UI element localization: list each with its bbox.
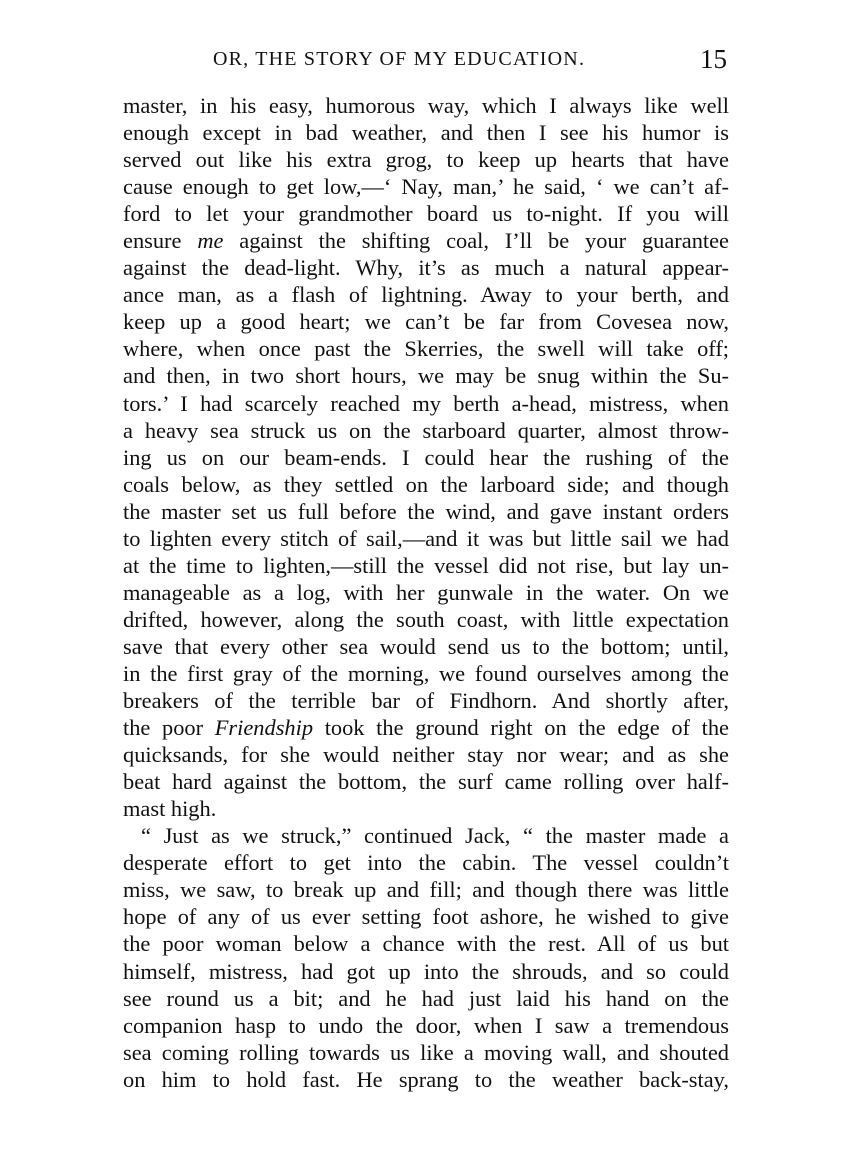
text-line: ing us on our beam-ends. I could hear the rushing of the bbox=[123, 444, 729, 470]
text-line: sea coming rolling towards us like a moving wall, and shouted bbox=[123, 1039, 729, 1065]
text-line: against the dead-light. Why, it’s as much a natural appear- bbox=[123, 255, 729, 281]
text-line: the master set us full before the wind, and gave instant orders bbox=[123, 498, 729, 524]
text-line: and then, in two short hours, we may be snug within the Su- bbox=[123, 363, 729, 389]
text-line: companion hasp to undo the door, when I saw a tremendous bbox=[123, 1012, 729, 1038]
text-line: save that every other sea would send us to the bottom; until, bbox=[123, 633, 729, 659]
page-number: 15 bbox=[700, 44, 727, 74]
text-line: see round us a bit; and he had just laid his hand on the bbox=[123, 985, 729, 1011]
text-line: where, when once past the Skerries, the swell will take off; bbox=[123, 336, 729, 362]
text-line: served out like his extra grog, to keep up hearts that have bbox=[123, 147, 729, 173]
text-line: miss, we saw, to break up and fill; and though there was little bbox=[123, 877, 729, 903]
text-line: enough except in bad weather, and then I see his humor is bbox=[123, 120, 729, 146]
text-line: desperate effort to get into the cabin. The vessel couldn’t bbox=[123, 850, 729, 876]
text-line: ance man, as a flash of lightning. Away to your berth, and bbox=[123, 282, 729, 308]
text-line: “ Just as we struck,” continued Jack, “ the master made a bbox=[141, 823, 729, 849]
text-line: in the first gray of the morning, we found ourselves among the bbox=[123, 660, 729, 686]
text-line: master, in his easy, humorous way, which I always like well bbox=[123, 93, 729, 118]
text-line: tors.’ I had scarcely reached my berth a-head, mistress, when bbox=[123, 390, 729, 416]
text-line: the poor Friendship took the ground right on the edge of the bbox=[123, 715, 729, 741]
text-line: manageable as a log, with her gunwale in the water. On we bbox=[123, 579, 729, 605]
text-line: beat hard against the bottom, the surf came rolling over half- bbox=[123, 769, 729, 795]
text-line: drifted, however, along the south coast, with little expectation bbox=[123, 606, 729, 632]
text-line: keep up a good heart; we can’t be far from Covesea now, bbox=[123, 309, 729, 335]
text-line: quicksands, for she would neither stay nor wear; and as she bbox=[123, 742, 729, 768]
text-line: a heavy sea struck us on the starboard quarter, almost throw- bbox=[123, 417, 729, 443]
body-text bbox=[123, 92, 729, 1093]
text-line: to lighten every stitch of sail,—and it was but little sail we had bbox=[123, 525, 729, 551]
text-line: on him to hold fast. He sprang to the weather back-stay, bbox=[123, 1066, 729, 1092]
text-line: the poor woman below a chance with the rest. All of us but bbox=[123, 931, 729, 957]
text-line: ensure me against the shifting coal, I’ll be your guarantee bbox=[123, 228, 729, 254]
text-line: cause enough to get low,—‘ Nay, man,’ he said, ‘ we can’t af- bbox=[123, 174, 729, 200]
text-line: breakers of the terrible bar of Findhorn. And shortly after, bbox=[123, 688, 729, 714]
text-line: ford to let your grandmother board us to-night. If you will bbox=[123, 201, 729, 227]
text-line: hope of any of us ever setting foot ashore, he wished to give bbox=[123, 904, 729, 930]
text-line: at the time to lighten,—still the vessel did not rise, but lay un- bbox=[123, 552, 729, 578]
text-line: mast high. bbox=[123, 796, 217, 822]
running-head bbox=[123, 44, 729, 76]
running-title: OR, THE STORY OF MY EDUCATION. bbox=[213, 48, 586, 70]
text-line: himself, mistress, had got up into the shrouds, and so could bbox=[123, 958, 729, 984]
text-line: coals below, as they settled on the larboard side; and though bbox=[123, 471, 729, 497]
